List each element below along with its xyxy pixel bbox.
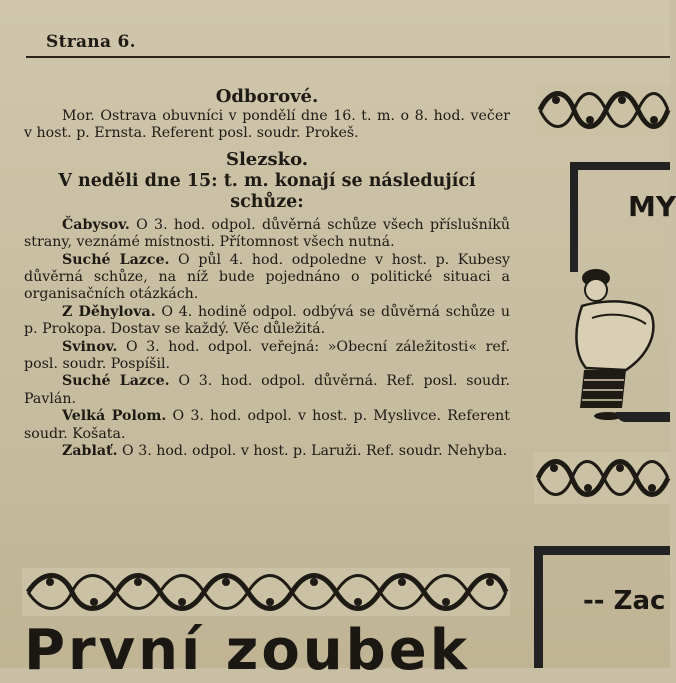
section-title-odborove: Odborové. [215,86,319,107]
section-title-slezsko: Slezsko. [225,148,309,170]
list-item [24,408,510,443]
ornament-band-right-top [536,84,670,136]
list-item [24,252,510,304]
odborove-text: Mor. Ostrava obuvníci v pondělí dne 16. t. m. o 8. hod. večer v host. p. Ernsta. Referent posl. soudr. Prokeš. [24,108,510,142]
ad-frame-left [570,162,578,272]
list-item [24,443,510,460]
meeting-place: Zablať. [62,443,118,460]
meeting-place: Velká Polom. [62,408,167,425]
meeting-text: O půl 4. hod. odpoledne v host. p. Kubesy důvěrná schůze, na níž bude pojednáno o politické situaci a organisačních otázkách. [24,251,511,303]
meeting-text: O 3. hod. odpol. veřejná: »Obecní záležitosti« ref. posl. soudr. Pospíšil. [24,338,510,373]
list-item [24,339,510,374]
woman-figure-illustration [568,258,664,422]
header-rule [26,56,670,58]
list-item [24,304,510,339]
ad-frame-bottom [616,412,670,422]
advert-right-text: MY [628,190,676,223]
meeting-text: O 4. hodině odpol. odbývá se důvěrná schůze u p. Prokopa. Dostav se každý. Věc důležitá. [24,303,510,338]
meeting-text: O 3. hod. odpol. v host. p. Myslivce. Referent soudr. Košata. [24,408,510,442]
meeting-place: Čabysov. [62,216,130,233]
page-number-label: Strana 6. [46,32,136,52]
advert-headline: První zoubek [24,618,470,683]
meeting-text: O 3. hod. odpol. v host. p. Laruži. Ref. soudr. Nehyba. [117,443,508,460]
meeting-place: Suché Lazce. [62,251,170,268]
meeting-text: O 3. hod. odpol. důvěrná. Ref. posl. soudr. Pavlán. [24,373,511,407]
meeting-text: O 3. hod. odpol. důvěrná schůze všech příslušníků strany, veznámé místnosti. Přítomnost všech nutná. [24,216,510,251]
ornament-band-right-middle [534,452,670,504]
ad-frame-left-2 [534,546,543,668]
meeting-place: Suché Lazce. [62,373,170,390]
ad-frame-top-2 [534,546,670,555]
advert-right-bottom-text: -- Zac [583,586,666,616]
main-column [24,60,510,461]
list-item [24,217,510,252]
ad-frame-top [570,162,670,170]
slezsko-subtitle: V neděli dne 15: t. m. konají se následující schůze: [58,170,476,212]
meeting-place: Z Děhylova. [62,303,156,320]
ornament-band-bottom [22,568,510,616]
list-item [24,373,510,408]
meeting-place: Svinov. [62,338,118,355]
